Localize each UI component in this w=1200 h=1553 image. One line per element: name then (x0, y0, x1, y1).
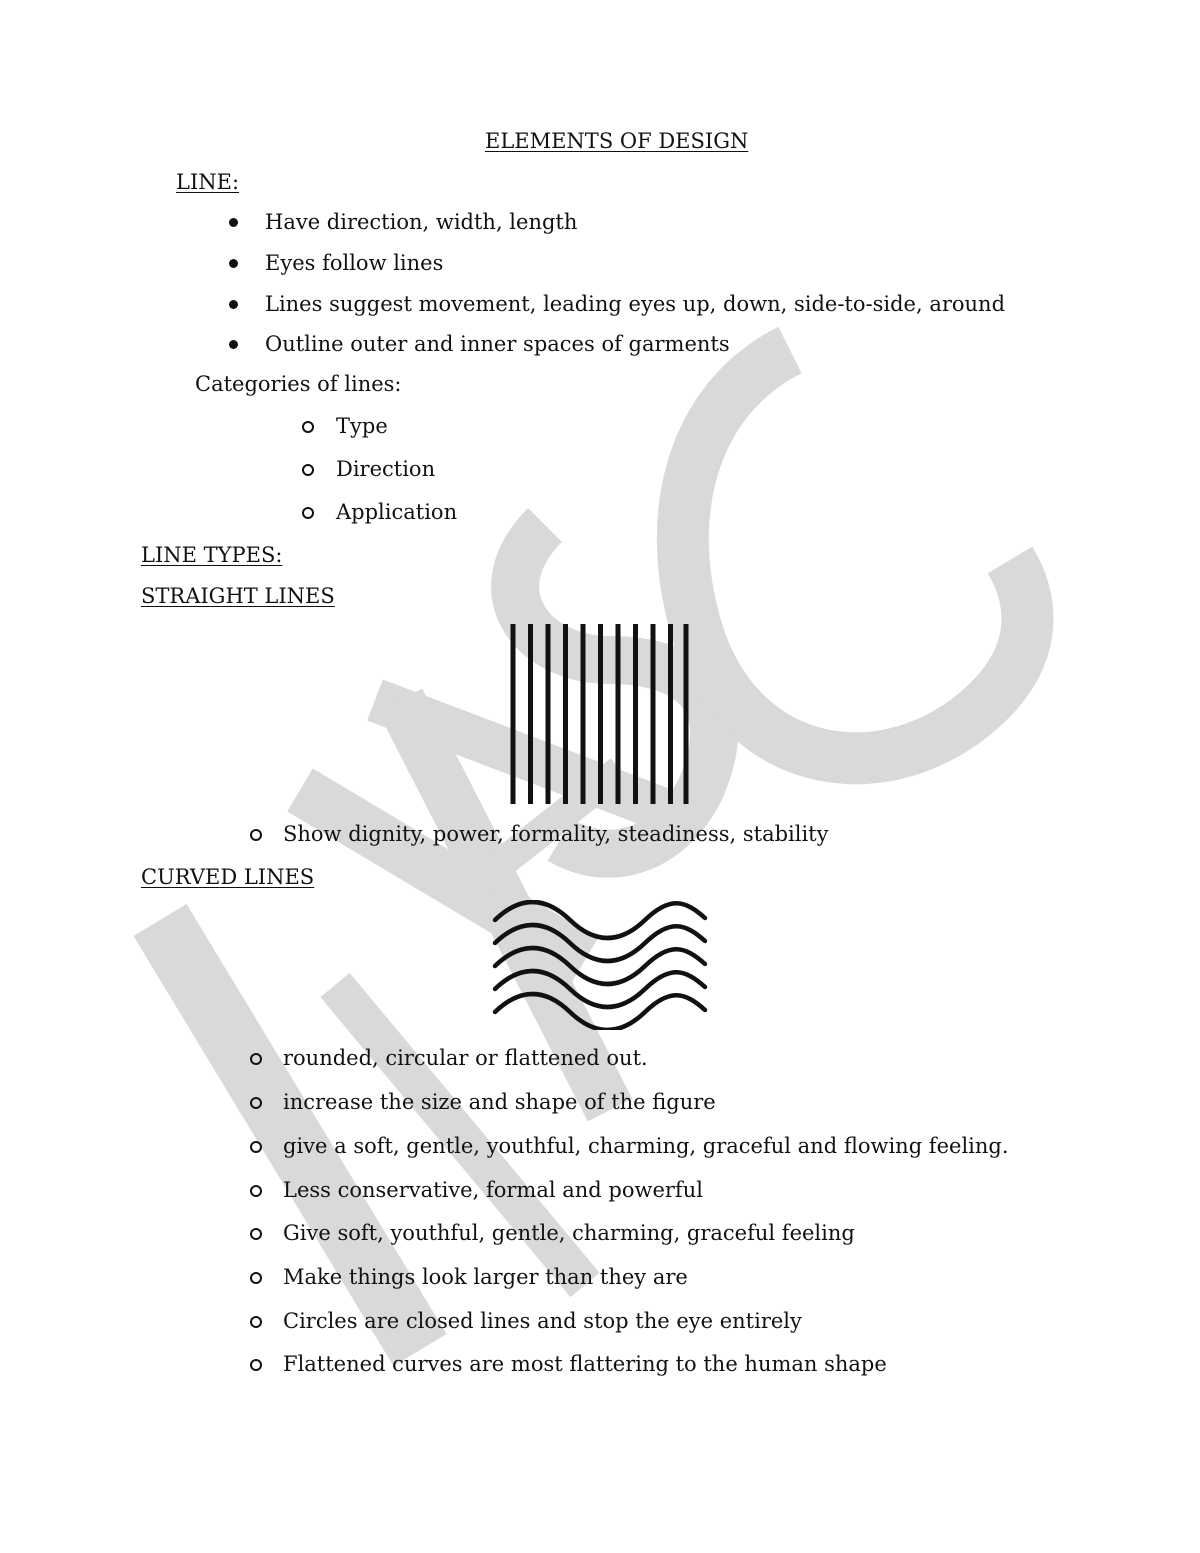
bullet-ring-icon (250, 1316, 262, 1328)
list-item: Make things look larger than they are (283, 1265, 688, 1289)
list-item: Lines suggest movement, leading eyes up, down, side-to-side, around (265, 292, 1006, 316)
bullet-ring-icon (302, 464, 314, 476)
bullet-dot-icon (229, 300, 238, 309)
line-heading: LINE: (176, 170, 240, 194)
bullet-dot-icon (229, 218, 238, 227)
list-item: Application (336, 500, 458, 524)
curved-lines-heading: CURVED LINES (141, 865, 315, 889)
list-item: Circles are closed lines and stop the eye entirely (283, 1309, 802, 1333)
bullet-ring-icon (250, 1228, 262, 1240)
list-item: Direction (336, 457, 436, 481)
straight-lines-figure (505, 622, 695, 807)
bullet-ring-icon (250, 1097, 262, 1109)
bullet-ring-icon (250, 1141, 262, 1153)
list-item: Eyes follow lines (265, 251, 444, 275)
list-item: Less conservative, formal and powerful (283, 1178, 703, 1202)
straight-lines-heading: STRAIGHT LINES (141, 584, 335, 608)
curved-lines-figure (490, 900, 712, 1030)
list-item: Have direction, width, length (265, 210, 578, 234)
list-item: Give soft, youthful, gentle, charming, graceful feeling (283, 1221, 855, 1245)
bullet-ring-icon (302, 421, 314, 433)
bullet-dot-icon (229, 259, 238, 268)
list-item: rounded, circular or flattened out. (283, 1046, 648, 1070)
list-item: Outline outer and inner spaces of garments (265, 332, 730, 356)
list-item: Show dignity, power, formality, steadiness, stability (283, 822, 829, 846)
page-title: ELEMENTS OF DESIGN (485, 129, 749, 153)
list-item: give a soft, gentle, youthful, charming, graceful and flowing feeling. (283, 1134, 1009, 1158)
bullet-ring-icon (250, 1359, 262, 1371)
list-item: Flattened curves are most flattering to the human shape (283, 1352, 887, 1376)
bullet-ring-icon (250, 1272, 262, 1284)
bullet-ring-icon (250, 1185, 262, 1197)
bullet-ring-icon (250, 1053, 262, 1065)
bullet-ring-icon (302, 507, 314, 519)
categories-label: Categories of lines: (195, 372, 402, 396)
list-item: increase the size and shape of the figure (283, 1090, 716, 1114)
bullet-dot-icon (229, 340, 238, 349)
bullet-ring-icon (250, 829, 262, 841)
line-types-heading: LINE TYPES: (141, 543, 283, 567)
list-item: Type (336, 414, 388, 438)
